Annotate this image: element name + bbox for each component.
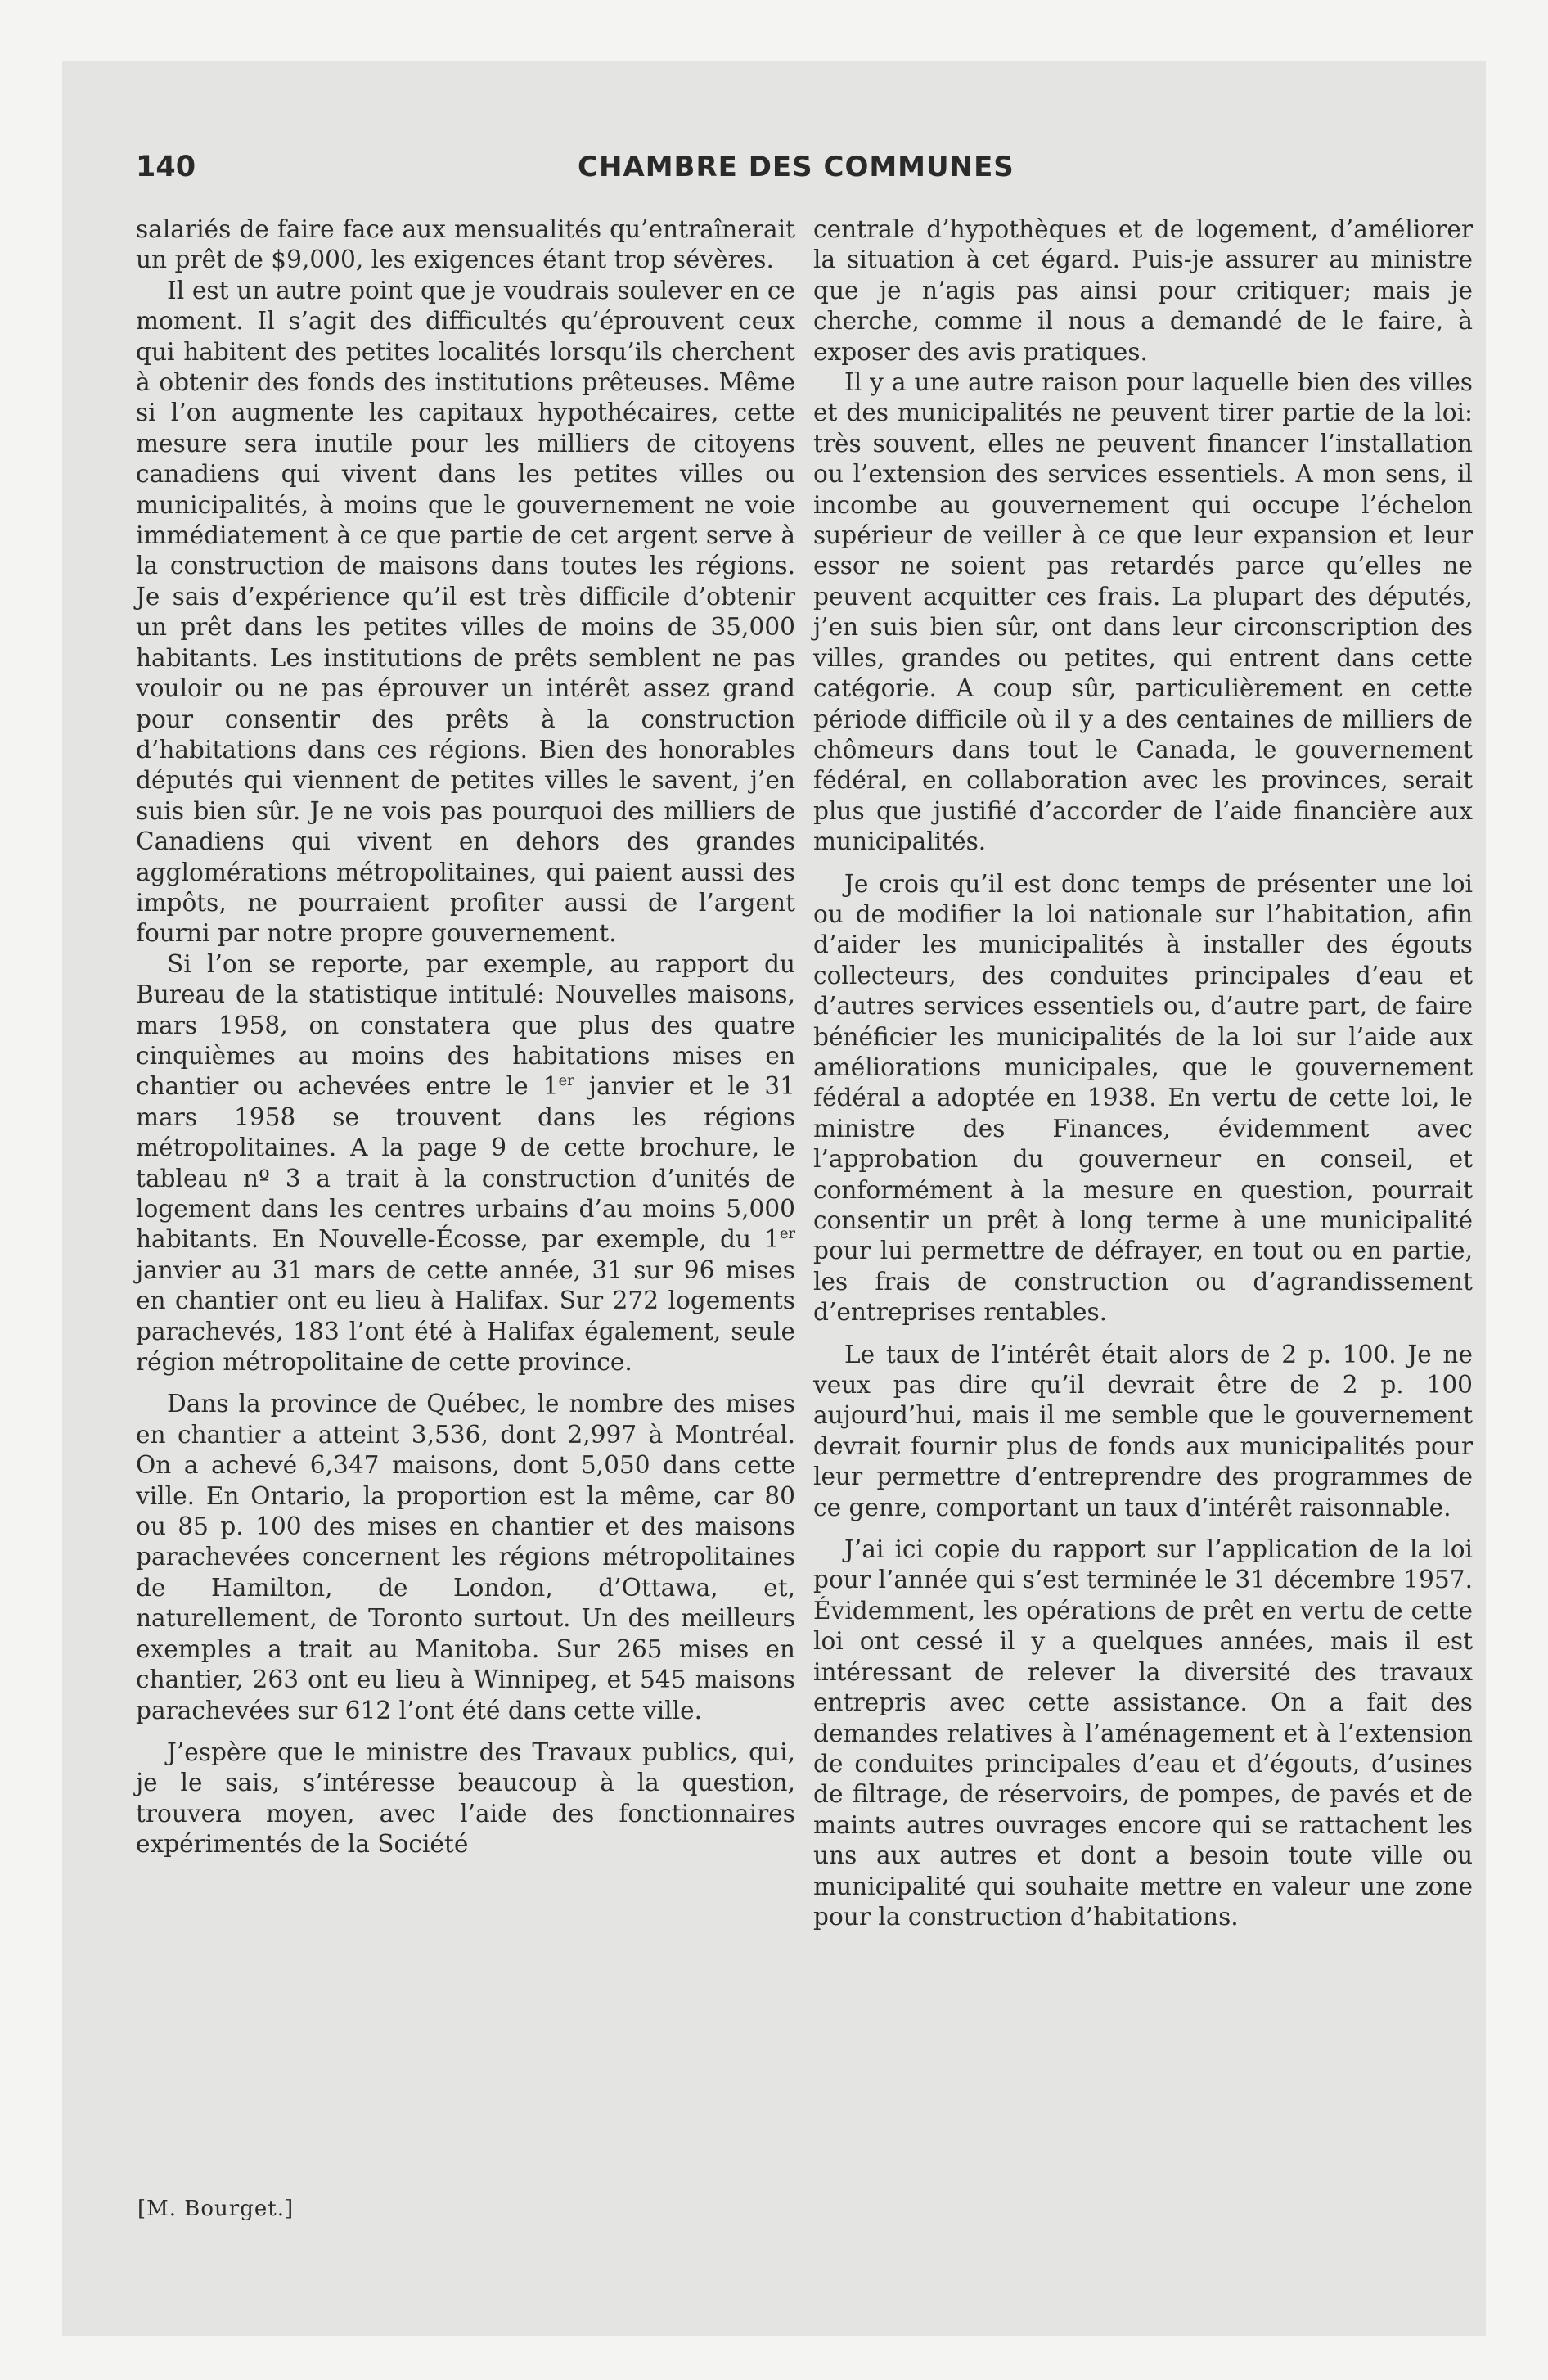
left-paragraph-2: Il est un autre point que je voudrais soulever en ce moment. Il s’agit des difficultés qu’éprouvent ceux qui habitent des petites localités lorsqu’ils cherchent à obtenir des fonds des institutions prêteuses. Même si l’on augmente les capitaux hypothécaires, cette mesure sera inutile pour les milliers de citoyens canadiens qui vivent dans les petites villes ou municipalités, à moins que le gouvernement ne voie immédiatement à ce que partie de cet argent serve à la construction de maisons dans toutes les régions. Je sais d’expérience qu’il est très difficile d’obtenir un prêt dans les petites villes de moins de 35,000 habitants. Les institutions de prêts semblent ne pas vouloir ou ne pas éprouver un intérêt assez grand pour consentir des prêts à la construction d’habitations dans ces régions. Bien des honorables députés qui viennent de petites villes le savent, j’en suis bien sûr. Je ne vois pas pourquoi des milliers de Canadiens qui vivent en dehors des grandes agglomérations métropolitaines, qui paient aussi des impôts, ne pourraient profiter aussi de l’argent fourni par notre propre gouvernement. [136,276,795,948]
ordinal-superscript: er [780,1226,795,1243]
right-paragraph-2: Il y a une autre raison pour laquelle bien des villes et des municipalités ne peuvent tirer partie de la loi: très souvent, elles ne peuvent financer l’installation ou l’extension des services essentiels. A mon sens, il incombe au gouvernement qui occupe l’échelon supérieur de veiller à ce que leur expansion et leur essor ne soient pas retardés parce qu’elles ne peuvent acquitter ces frais. La plupart des députés, j’en suis bien sûr, ont dans leur circonscription des villes, grandes ou petites, qui entrent dans cette catégorie. A coup sûr, particulièrement en cette période difficile où il y a des centaines de milliers de chômeurs dans tout le Canada, le gouvernement fédéral, en collaboration avec les provinces, serait plus que justifié d’accorder de l’aide financière aux municipalités. [813,368,1473,856]
left-paragraph-3-part-c: janvier au 31 mars de cette année, 31 sur 96 mises en chantier ont eu lieu à Halifax. Sur 272 logements parachevés, 183 l’ont été à Halifax également, seule région métropolitaine de cette province. [136,1255,795,1377]
right-paragraph-3: Je crois qu’il est donc temps de présenter une loi ou de modifier la loi nationale sur l’habitation, afin d’aider les municipalités à installer des égouts collecteurs, des conduites principales d’eau et d’autres services essentiels ou, d’autre part, de faire bénéficier les municipalités de la loi sur l’aide aux améliorations municipales, que le gouvernement fédéral a adoptée en 1938. En vertu de cette loi, le ministre des Finances, évidemment avec l’approbation du gouverneur en conseil, et conformément à la mesure en question, pourrait consentir un prêt à long terme à une municipalité pour lui permettre de défrayer, en tout ou en partie, les frais de construction ou d’agrandissement d’entreprises rentables. [813,869,1473,1327]
running-title: CHAMBRE DES COMMUNES [578,151,1015,183]
left-column [136,214,795,1860]
left-paragraph-4: Dans la province de Québec, le nombre des mises en chantier a atteint 3,536, dont 2,997 à Montréal. On a achevé 6,347 maisons, dont 5,050 dans cette ville. En Ontario, la proportion est la même, car 80 ou 85 p. 100 des mises en chantier et des maisons parachevées concernent les régions métropolitaines de Hamilton, de London, d’Ottawa, et, naturellement, de Toronto surtout. Un des meilleurs exemples a trait au Manitoba. Sur 265 mises en chantier, 263 ont eu lieu à Winnipeg, et 545 maisons parachevées sur 612 l’ont été dans cette ville. [136,1390,795,1724]
left-paragraph-3-part-a: Si l’on se reporte, par exemple, au rapport du Bureau de la statistique intitulé: Nouvelles maisons, mars 1958, on constatera que plus des quatre cinquièmes au moins des habitations mises en chantier ou achevées entre le 1 [136,949,795,1101]
left-paragraph-3 [136,949,795,1378]
page-number: 140 [136,151,196,183]
left-paragraph-5: J’espère que le ministre des Travaux publics, qui, je le sais, s’intéresse beaucoup à la question, trouvera moyen, avec l’aide des fonctionnaires expérimentés de la Société [136,1738,795,1859]
right-paragraph-5: J’ai ici copie du rapport sur l’application de la loi pour l’année qui s’est terminée le 31 décembre 1957. Évidemment, les opérations de prêt en vertu de cette loi ont cessé il y a quelques années, mais il est intéressant de relever la diversité des travaux entrepris avec cette assistance. On a fait des demandes relatives à l’aménagement et à l’extension de conduites principales d’eau et d’égouts, d’usines de filtrage, de réservoirs, de pompes, de pavés et de maints autres ouvrages encore qui se rattachent les uns aux autres et dont a besoin toute ville ou municipalité qui souhaite mettre en valeur une zone pour la construction d’habitations. [813,1535,1473,1931]
speaker-attribution: [M. Bourget.] [137,2197,295,2221]
right-paragraph-4: Le taux de l’intérêt était alors de 2 p. 100. Je ne veux pas dire qu’il devrait être de 2 p. 100 aujourd’hui, mais il me semble que le gouvernement devrait fournir plus de fonds aux municipalités pour leur permettre d’entreprendre des programmes de ce genre, comportant un taux d’intérêt raisonnable. [813,1340,1473,1521]
right-paragraph-1: centrale d’hypothèques et de logement, d’améliorer la situation à cet égard. Puis-je assurer au ministre que je n’agis pas ainsi pour critiquer; mais je cherche, comme il nous a demandé de le faire, à exposer des avis pratiques. [813,215,1473,366]
left-paragraph-1: salariés de faire face aux mensualités qu’entraînerait un prêt de $9,000, les exigences étant trop sévères. [136,215,795,274]
right-column [813,214,1473,1932]
left-paragraph-3-part-b: janvier et le 31 mars 1958 se trouvent dans les régions métropolitaines. A la page 9 de cette brochure, le tableau nº 3 a trait à la construction d’unités de logement dans les centres urbains d’au moins 5,000 habitants. En Nouvelle-Écosse, par exemple, du 1 [136,1072,795,1254]
page-header [136,151,1494,193]
ordinal-superscript: er [558,1073,574,1090]
